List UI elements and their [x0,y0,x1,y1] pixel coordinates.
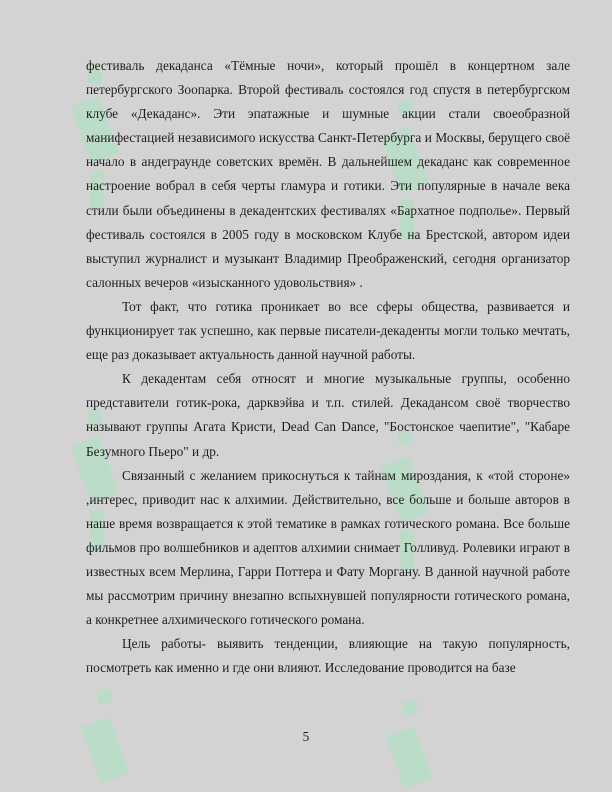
paragraph: Цель работы- выявить тенденции, влияющие на такую популярность, посмотреть как именно и где они влияют. Исследование проводится на базе [86,636,570,676]
page-number: 5 [302,729,310,744]
paragraph: Тот факт, что готика проникает во все сферы общества, развивается и функционирует так успешно, как первые писатели-декаденты могли только мечтать, еще раз доказывает актуальность данной научной работы. [86,298,570,363]
document-body [86,54,570,680]
paragraph-continuation: фестиваль декаданса «Тёмные ночи», который прошёл в концертном зале петербургского Зоопарка. Второй фестиваль состоялся год спустя в петербургском клубе «Декаданс». Эти эпатажные и шумные акции стали своеобразной манифестацией независимого искусства Санкт-Петербурга и Москвы, берущего своё начало в андеграунде советских времён. В дальнейшем декаданс как современное настроение вобрал в себя черты гламура и готики. Эти популярные в начале века стили были объединены в декадентских фестивалях «Бархатное подполье». Первый фестиваль состоялся в 2005 году в московском Клубе на Брестской, автором идеи выступил журналист и музыкант Владимир Преображенский, сегодня организатор салонных вечеров «изысканного удовольствия» . [86,58,570,290]
paragraph: Связанный с желанием прикоснуться к тайнам мироздания, к «той стороне» ,интерес, приводит нас к алхимии. Действительно, все больше и больше авторов в наше время возвращается к этой тематике в рамках готического романа. Все больше фильмов про волшебников и адептов алхимии снимает Голливуд. Ролевики играют в известных всем Мерлина, Гарри Поттера и Фату Моргану. В данной научной работе мы рассмотрим причину внезапно вспыхнувшей популярности готического романа, а конкретнее алхимического готического романа. [86,467,570,628]
paragraph: К декадентам себя относят и многие музыкальные группы, особенно представители готик-рока, дарквэйва и т.п. стилей. Декадансом своё творчество называют группы Агата Кристи, Dead Can Dance, "Бостонское чаепитие", "Кабаре Безумного Пьеро" и др. [86,371,570,459]
